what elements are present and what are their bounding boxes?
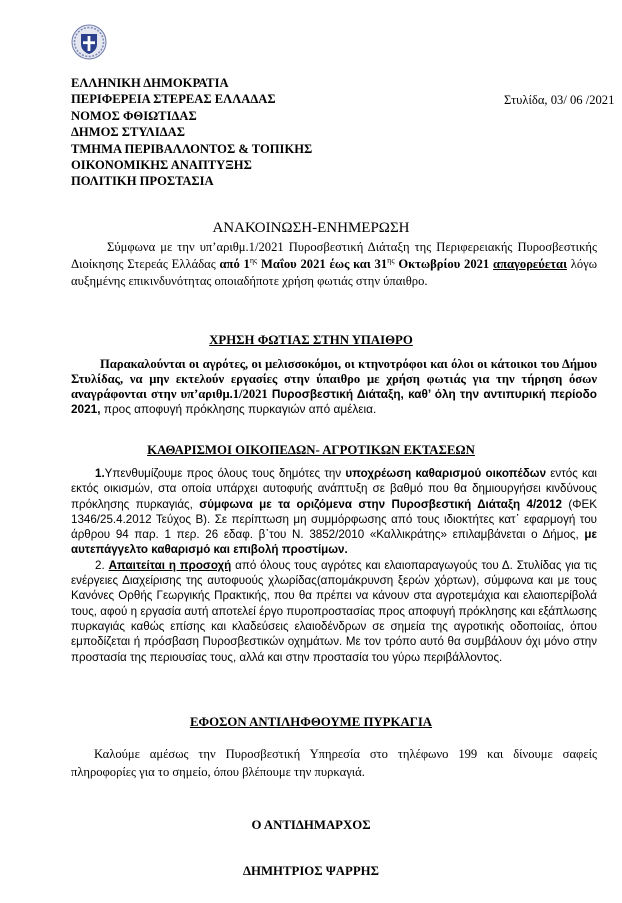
section-heading-fire-spotted: ΕΦΟΣΟΝ ΑΝΤΙΛΗΦΘΟΥΜΕ ΠΥΡΚΑΓΙΑ	[189, 715, 433, 729]
header-line: ΟΙΚΟΝΟΜΙΚΗΣ ΑΝΑΠΤΥΞΗΣ	[71, 158, 252, 173]
header-line: ΠΕΡΙΦΕΡΕΙΑ ΣΤΕΡΕΑΣ ΕΛΛΑΔΑΣ	[71, 92, 276, 107]
section-heading-fire-use: ΧΡΗΣΗ ΦΩΤΙΑΣ ΣΤΗΝ ΥΠΑΙΘΡΟ	[209, 333, 413, 347]
greek-state-emblem-icon	[71, 24, 107, 60]
intro-paragraph: Σύμφωνα με την υπ’αριθμ.1/2021 Πυροσβεστική Διάταξη της Περιφερειακής Πυροσβεστικής Διοίκησης Στερεάς Ελλάδας από $1^{\eta\varsigma}$ Μαΐου 2021 έως και $31^{\eta\varsigma}$ Οκτωβρίου 2021 απαγορεύεται λόγω αυξημένης επικινδυνότητας οποιαδήποτε χρήση φωτιάς στην ύπαιθρο.	[71, 240, 598, 288]
header-line: ΔΗΜΟΣ ΣΤΥΛΙΔΑΣ	[71, 125, 185, 140]
document-title: ΑΝΑΚΟΙΝΩΣΗ-ΕΝΗΜΕΡΩΣΗ	[212, 220, 410, 236]
header-line: ΝΟΜΟΣ ΦΘΙΩΤΙΔΑΣ	[71, 108, 197, 123]
issuer-header	[71, 75, 312, 190]
fire-use-paragraph: Παρακαλούνται οι αγρότες, οι μελισσοκόμοι, οι κτηνοτρόφοι και όλοι οι κάτοικοι του Δήμου Στυλίδας, να μην εκτελούν εργασίες στην ύπαιθρο με χρήση φωτιάς για την τήρηση όσων αναγράφονται στην υπ’αριθμ.1/2021 Πυροσβεστική Διάταξη, καθ’ όλη την αντιπυρική περίοδο 2021, προς αποφυγή πρόκλησης πυρκαγιών από αμέλεια.	[71, 357, 597, 416]
signatory-role: Ο ΑΝΤΙΔΗΜΑΡΧΟΣ	[251, 818, 371, 832]
clearing-item-2: 2. Απαιτείται η προσοχή από όλους τους αγρότες και ελαιοπαραγωγούς του Δ. Στυλίδας για τις ενέργειες Διαχείρισης της αυτοφυούς χλωρίδας(απομάκρυνση ξερών χόρτων), σύμφωνα και με τους Κανόνες Ορθής Γεωργικής Πρακτικής, που θα πρέπει να κάνουν στα αγροτεμάχια και ελαιοπερίβολά τους, αφού η εργασία αυτή αποτελεί έργο πυροπροστασίας προς αποφυγή πρόκλησης και εξάπλωσης πυρκαγιάς καθώς επίσης και κλαδεύσεις ελαιοδένδρων σε σημεία της αγροτικής οδοποιίας, όπου εμποδίζεται ή πρόσβαση Πυροσβεστικών οχημάτων. Με τον τρόπο αυτό θα συμβάλουν όχι μόνο στην προστασία της περιουσίας τους, αλλά και στην προστασία του γύρω περιβάλλοντος.	[71, 558, 597, 664]
clearing-item-1: 1.Υπενθυμίζουμε προς όλους τους δημότες την υποχρέωση καθαρισμού οικοπέδων εντός και εκτός οικισμών, στα οποία υπάρχει αυτοφυής ανάπτυξη σε βαθμό που θα δημιουργήσει κινδύνους πρόκλησης πυρκαγιάς, σύμφωνα με τα οριζόμενα στην Πυροσβεστική Διάταξη 4/2012 (ΦΕΚ 1346/25.4.2012 Τεύχος Β). Σε περίπτωση μη συμμόρφωσης από τους ιδιοκτήτες κατ᾽ εφαρμογή του άρθρου 94 παρ. 1 περ. 26 εδαφ. β᾽του Ν. 3852/2010 «Καλλικράτης» επιλαμβάνεται ο Δήμος, με αυτεπάγγελτο καθαρισμό και επιβολή προστίμων.	[71, 467, 597, 557]
document-date: Στυλίδα, 03/ 06 /2021	[504, 93, 615, 107]
section-heading-plot-clearing: ΚΑΘΑΡΙΣΜΟΙ ΟΙΚΟΠΕΔΩΝ- ΑΓΡΟΤΙΚΩΝ ΕΚΤΑΣΕΩΝ	[147, 443, 475, 457]
header-line: ΠΟΛΙΤΙΚΗ ΠΡΟΣΤΑΣΙΑ	[71, 174, 214, 189]
fire-spotted-paragraph: Καλούμε αμέσως την Πυροσβεστική Υπηρεσία στο τηλέφωνο 199 και δίνουμε σαφείς πληροφορίες για το σημείο, όπου βλέπουμε την πυρκαγιά.	[71, 747, 597, 779]
header-line: ΕΛΛΗΝΙΚΗ ΔΗΜΟΚΡΑΤΙΑ	[71, 76, 229, 90]
plot-clearing-text	[71, 466, 597, 665]
header-line: ΤΜΗΜΑ ΠΕΡΙΒΑΛΛΟΝΤΟΣ & ΤΟΠΙΚΗΣ	[71, 141, 313, 156]
signatory-name: ΔΗΜΗΤΡΙΟΣ ΨΑΡΡΗΣ	[242, 864, 380, 878]
